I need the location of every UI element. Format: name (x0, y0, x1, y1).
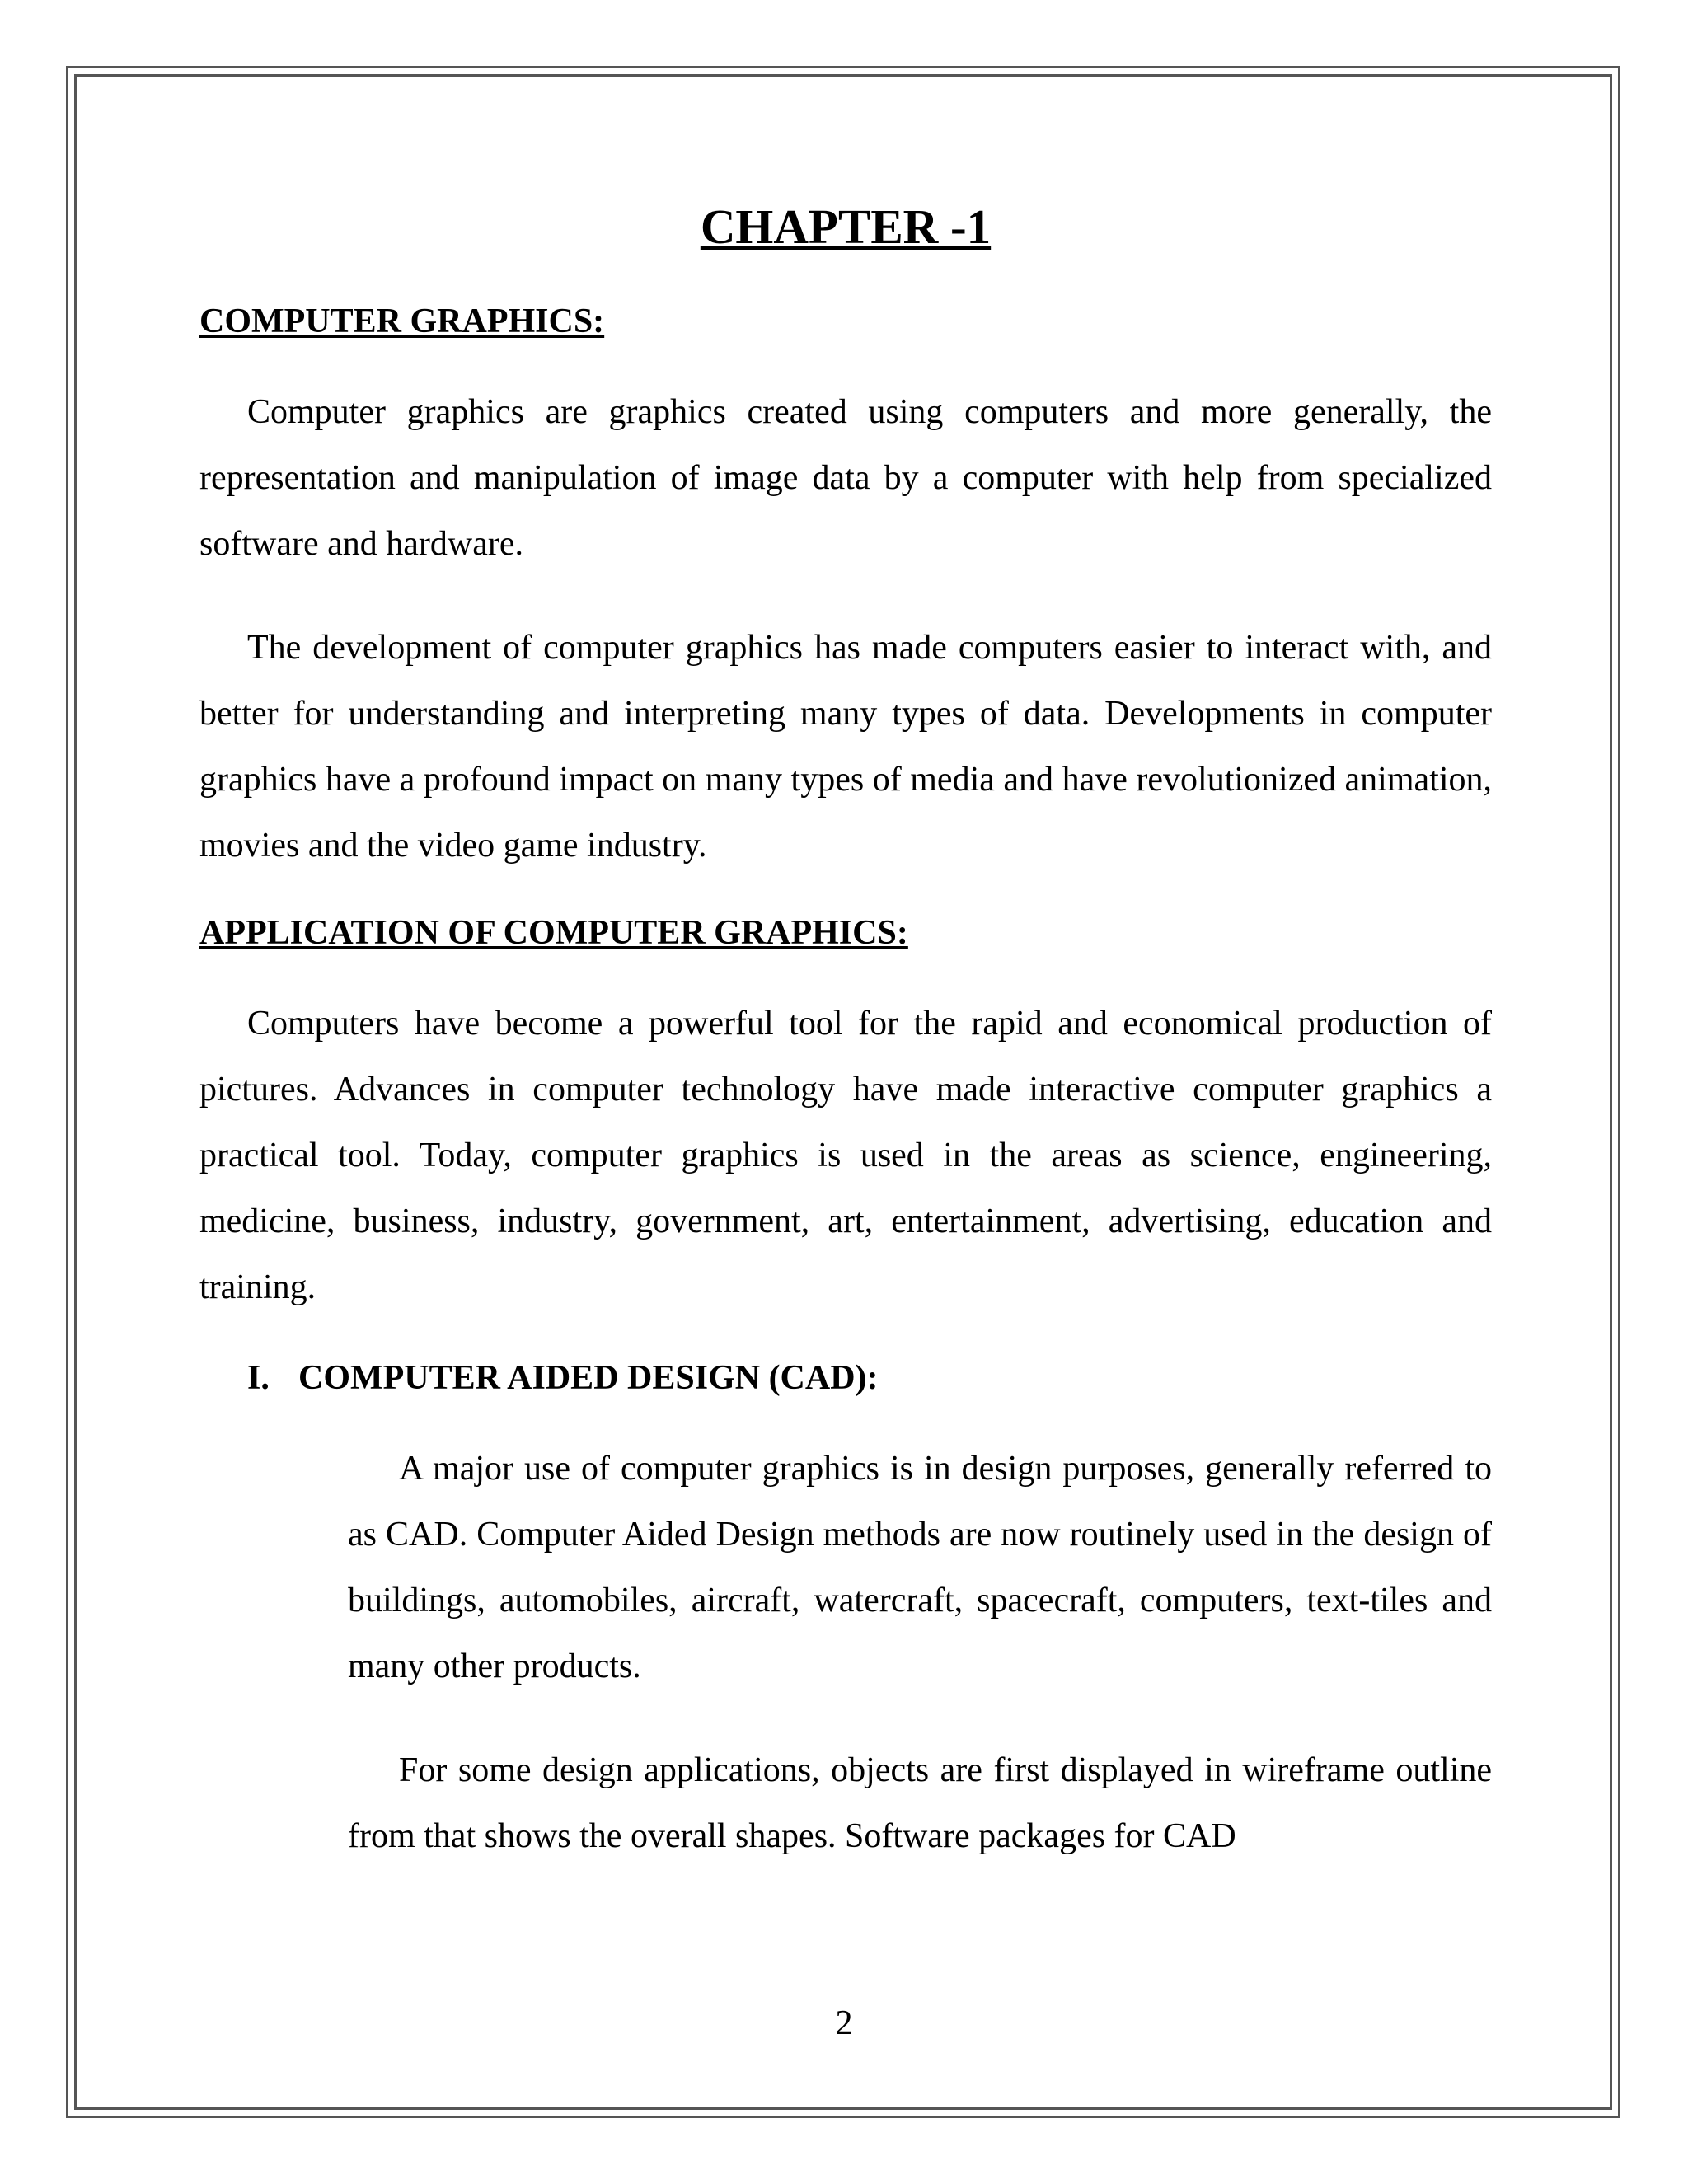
paragraph: Computer graphics are graphics created using computers and more generally, the representation and manipulation of image data by a computer with help from specialized software and hardware. (199, 393, 1492, 563)
paragraph: Computers have become a powerful tool for the rapid and economical production of pictures. Advances in computer technology have made interactive computer graphics a practical tool. Today, computer graphics is used in the areas as science, engineering, medicine, business, industry, government, art, entertainment, advertising, education and training. (199, 1005, 1492, 1306)
page-content (199, 190, 1492, 1869)
section-heading-computer-graphics: COMPUTER GRAPHICS: (199, 302, 605, 340)
paragraph: A major use of computer graphics is in design purposes, generally referred to as CAD. Computer Aided Design methods are now routinely used in the design of buildings, automobiles, aircraft, watercraft, spacecraft, computers, text-tiles and many other products. (348, 1450, 1492, 1685)
subsection-number: I. (247, 1359, 270, 1397)
paragraph: The development of computer graphics has made computers easier to interact with, and better for understanding and interpreting many types of data. Developments in computer graphics have a profound impact on many types of media and have revolutionized animation, movies and the video game industry. (199, 629, 1492, 865)
page-number: 2 (835, 2004, 853, 2042)
chapter-title: CHAPTER -1 (700, 199, 992, 254)
subsection-title: COMPUTER AIDED DESIGN (CAD): (298, 1359, 879, 1397)
subsection-heading-cad (199, 1353, 1492, 1403)
section-heading-application: APPLICATION OF COMPUTER GRAPHICS: (199, 914, 908, 952)
paragraph: For some design applications, objects are first displayed in wireframe outline from that shows the overall shapes. Software packages for CAD (348, 1751, 1492, 1855)
